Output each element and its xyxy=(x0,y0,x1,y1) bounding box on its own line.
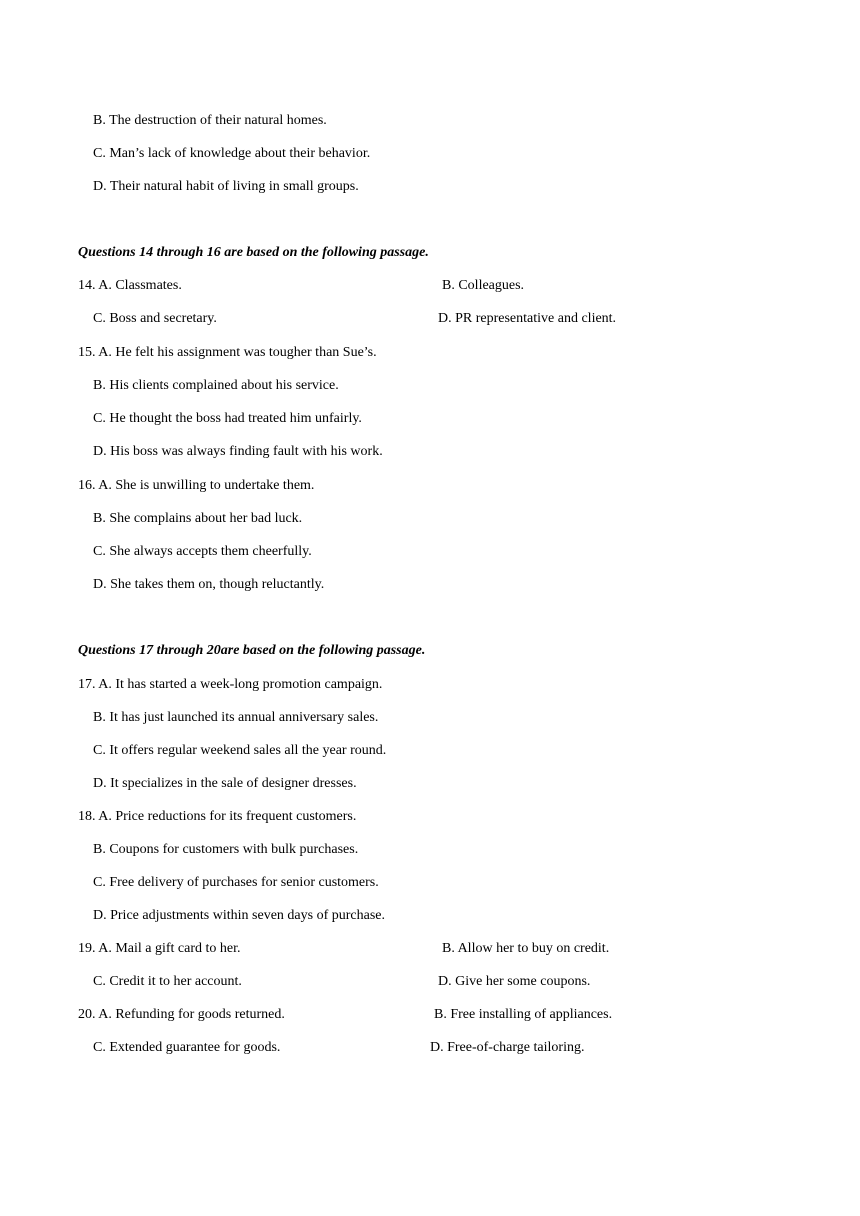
option-13-d: D. Their natural habit of living in small groups. xyxy=(93,179,359,194)
section-heading-14-16: Questions 14 through 16 are based on the following passage. xyxy=(78,245,429,260)
option-18-c: C. Free delivery of purchases for senior customers. xyxy=(93,875,379,890)
option-13-c: C. Man’s lack of knowledge about their behavior. xyxy=(93,146,371,161)
option-20-a: 20. A. Refunding for goods returned. xyxy=(78,1007,285,1022)
option-17-b: B. It has just launched its annual anniversary sales. xyxy=(93,710,379,725)
option-19-b: B. Allow her to buy on credit. xyxy=(442,941,610,956)
option-13-b: B. The destruction of their natural homes. xyxy=(93,113,327,128)
option-14-b: B. Colleagues. xyxy=(442,278,525,293)
option-14-a: 14. A. Classmates. xyxy=(78,278,182,293)
option-20-d: D. Free-of-charge tailoring. xyxy=(430,1040,585,1055)
option-19-c: C. Credit it to her account. xyxy=(93,974,242,989)
option-15-c: C. He thought the boss had treated him unfairly. xyxy=(93,411,362,426)
option-18-a: 18. A. Price reductions for its frequent customers. xyxy=(78,809,357,824)
option-18-b: B. Coupons for customers with bulk purchases. xyxy=(93,842,359,857)
section-heading-17-20: Questions 17 through 20are based on the following passage. xyxy=(78,643,426,658)
option-16-c: C. She always accepts them cheerfully. xyxy=(93,544,312,559)
option-14-d: D. PR representative and client. xyxy=(438,311,617,326)
option-14-c: C. Boss and secretary. xyxy=(93,311,217,326)
option-18-d: D. Price adjustments within seven days of purchase. xyxy=(93,908,385,923)
option-20-c: C. Extended guarantee for goods. xyxy=(93,1040,281,1055)
option-15-b: B. His clients complained about his service. xyxy=(93,378,339,393)
option-16-a: 16. A. She is unwilling to undertake them. xyxy=(78,478,315,493)
option-17-a: 17. A. It has started a week-long promotion campaign. xyxy=(78,677,383,692)
option-15-a: 15. A. He felt his assignment was tougher than Sue’s. xyxy=(78,345,377,360)
option-19-a: 19. A. Mail a gift card to her. xyxy=(78,941,241,956)
option-19-d: D. Give her some coupons. xyxy=(438,974,591,989)
option-15-d: D. His boss was always finding fault with his work. xyxy=(93,444,383,459)
option-16-b: B. She complains about her bad luck. xyxy=(93,511,303,526)
option-16-d: D. She takes them on, though reluctantly. xyxy=(93,577,325,592)
option-20-b: B. Free installing of appliances. xyxy=(434,1007,613,1022)
option-17-d: D. It specializes in the sale of designer dresses. xyxy=(93,776,357,791)
option-17-c: C. It offers regular weekend sales all the year round. xyxy=(93,743,387,758)
